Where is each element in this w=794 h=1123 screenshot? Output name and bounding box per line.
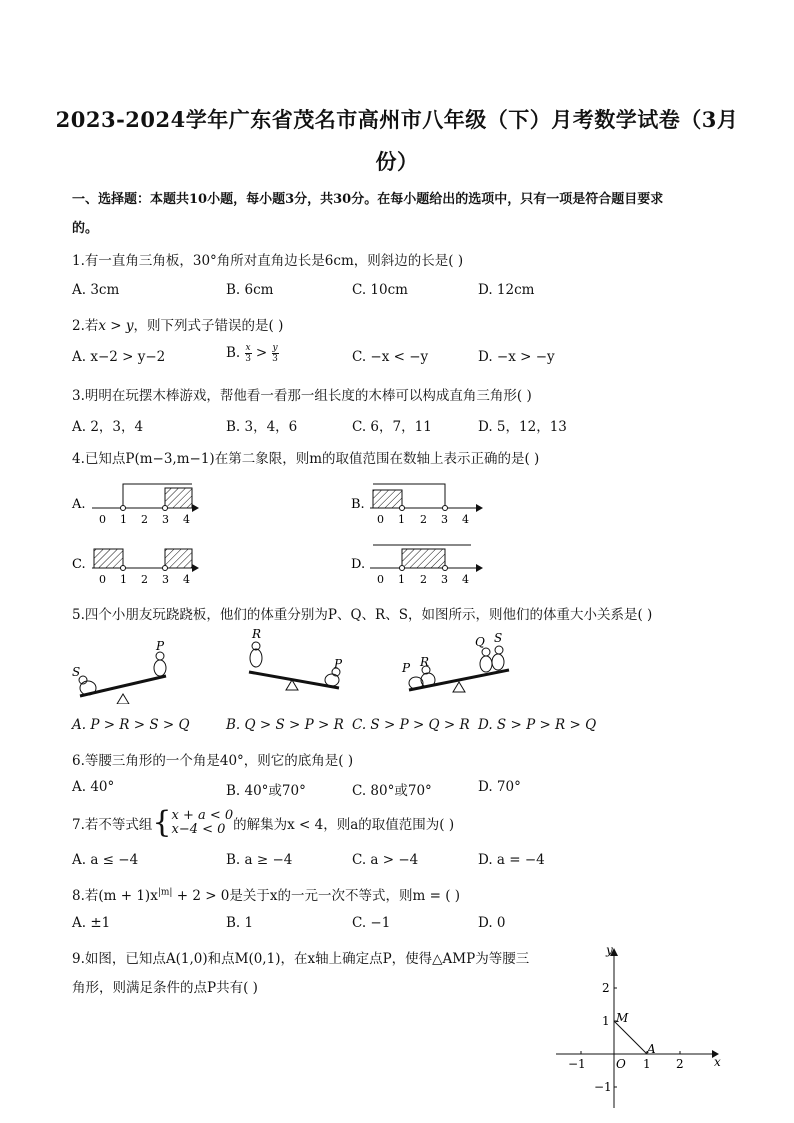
- q8-option-c[interactable]: C. −1: [352, 915, 391, 931]
- q8-stem-post: + 2 > 0是关于x的一元一次不等式，则m = ( ): [172, 888, 461, 904]
- page-title-cont: 份）: [375, 149, 419, 174]
- q2-option-c[interactable]: C. −x < −y: [352, 349, 429, 365]
- q3-option-d[interactable]: D. 5，12，13: [478, 419, 567, 435]
- tick-1: 1: [398, 573, 405, 586]
- y-tick-neg1: −1: [594, 1080, 612, 1094]
- seesaw-2: [249, 628, 343, 690]
- q6-option-c[interactable]: C. 80°或70°: [352, 783, 432, 799]
- tick-3: 3: [441, 513, 448, 526]
- q7-option-c[interactable]: C. a > −4: [352, 852, 419, 868]
- brace-icon: {: [152, 805, 172, 840]
- tick-0: 0: [99, 513, 106, 526]
- segment-ma: [614, 1021, 647, 1054]
- q7-option-a[interactable]: A. a ≤ −4: [72, 852, 139, 868]
- q7-stem-pre: 7.若不等式组: [72, 817, 153, 833]
- tick-4: 4: [462, 573, 469, 586]
- point-a-label: A: [647, 1042, 656, 1056]
- x-tick-2: 2: [676, 1057, 684, 1071]
- label-q: Q: [475, 635, 485, 649]
- tick-1: 1: [120, 573, 127, 586]
- tick-0: 0: [377, 573, 384, 586]
- tick-2: 2: [141, 573, 148, 586]
- q5-option-c[interactable]: C. S > P > Q > R: [352, 717, 470, 733]
- label-p: P: [402, 661, 411, 675]
- seesaw-3: [401, 631, 509, 692]
- q7-option-b[interactable]: B. a ≥ −4: [226, 852, 293, 868]
- frac-num-x: x: [245, 343, 251, 353]
- q3-option-b[interactable]: B. 3，4，6: [226, 419, 298, 435]
- tick-2: 2: [420, 573, 427, 586]
- tick-4: 4: [462, 513, 469, 526]
- origin-label: O: [616, 1057, 626, 1071]
- label-r: R: [420, 655, 430, 669]
- frac-den: 3: [272, 354, 278, 364]
- seesaw-1: [72, 639, 166, 704]
- fraction-y-3: [272, 343, 279, 364]
- q8-stem: [72, 884, 460, 904]
- q2-stem-expr: x > y: [98, 318, 134, 334]
- axis-y-label: y: [606, 943, 613, 957]
- q5-seesaw-figures: [66, 628, 536, 704]
- number-line-c[interactable]: [92, 549, 199, 586]
- inequality-system: [171, 809, 233, 837]
- page-title: 2023-2024学年广东省茂名市高州市八年级（下）月考数学试卷（3月: [55, 107, 739, 132]
- fraction-x-3: [245, 343, 252, 364]
- q8-option-d[interactable]: D. 0: [478, 915, 506, 931]
- child-s-icon: [492, 654, 504, 670]
- q6-option-d[interactable]: D. 70°: [478, 779, 521, 795]
- tick-0: 0: [99, 573, 106, 586]
- tick-1: 1: [120, 513, 127, 526]
- q5-option-d[interactable]: D. S > P > R > Q: [478, 717, 597, 733]
- x-tick-1: 1: [643, 1057, 651, 1071]
- tick-2: 2: [141, 513, 148, 526]
- tick-3: 3: [162, 513, 169, 526]
- y-tick-2: 2: [602, 981, 610, 995]
- tick-3: 3: [441, 573, 448, 586]
- number-line-a[interactable]: [92, 484, 199, 526]
- q1-option-a[interactable]: A. 3cm: [72, 282, 120, 298]
- x-tick-neg1: −1: [568, 1057, 586, 1071]
- q3-option-a[interactable]: A. 2，3，4: [72, 419, 144, 435]
- q3-stem: 3.明明在玩摆木棒游戏，帮他看一看那一组长度的木棒可以构成直角三角形( ): [72, 388, 532, 404]
- frac-den: 3: [245, 354, 251, 364]
- q8-option-a[interactable]: A. ±1: [72, 915, 111, 931]
- number-line-b[interactable]: [370, 484, 483, 526]
- q8-exponent: |m|: [157, 887, 173, 898]
- child-r-icon: [250, 649, 262, 667]
- q9-stem-line2: 角形，则满足条件的点P共有( ): [72, 980, 258, 996]
- q4-number-lines: [68, 478, 728, 590]
- q6-option-b[interactable]: B. 40°或70°: [226, 783, 306, 799]
- section-heading: 一、选择题：本题共10小题，每小题3分，共30分。在每小题给出的选项中，只有一项是符合题目要求: [72, 192, 664, 207]
- q2-stem-post: ，则下列式子错误的是( ): [133, 318, 284, 334]
- q7-option-d[interactable]: D. a = −4: [478, 852, 545, 868]
- tick-1: 1: [398, 513, 405, 526]
- child-q-icon: [480, 656, 492, 672]
- q6-option-a[interactable]: A. 40°: [72, 779, 115, 795]
- q2-option-b-label: B.: [226, 345, 241, 361]
- system-line-2: x−4 < 0: [171, 822, 226, 837]
- q8-option-b[interactable]: B. 1: [226, 915, 254, 931]
- q4-label-a[interactable]: A.: [72, 497, 86, 512]
- system-line-1: x + a < 0: [171, 808, 234, 823]
- point-m-label: M: [616, 1011, 629, 1025]
- q2-stem-pre: 2.若: [72, 318, 99, 334]
- label-p: P: [334, 657, 343, 671]
- frac-num-y: y: [272, 343, 278, 353]
- tick-3: 3: [162, 573, 169, 586]
- q4-label-b[interactable]: B.: [351, 497, 365, 512]
- child-p-icon: [154, 660, 166, 676]
- q2-option-b[interactable]: [226, 343, 279, 364]
- q8-stem-pre: 8.若(m + 1)x: [72, 888, 158, 904]
- q5-stem: 5.四个小朋友玩跷跷板，他们的体重分别为P、Q、R、S，如图所示，则他们的体重大小关系是( ): [72, 607, 653, 623]
- q1-option-d[interactable]: D. 12cm: [478, 282, 535, 298]
- tick-4: 4: [183, 513, 190, 526]
- q2-stem: [72, 314, 283, 334]
- q3-option-c[interactable]: C. 6，7，11: [352, 419, 432, 435]
- axis-x-label: x: [714, 1055, 721, 1069]
- q1-stem: 1.有一直角三角板，30°角所对直角边长是6cm，则斜边的长是( ): [72, 253, 464, 269]
- gt-sign: >: [255, 345, 268, 361]
- label-s: S: [494, 631, 503, 645]
- q4-label-d[interactable]: D.: [351, 557, 366, 572]
- q5-option-a[interactable]: A. P > R > S > Q: [72, 717, 190, 733]
- section-heading-cont: 的。: [72, 221, 99, 236]
- tick-2: 2: [420, 513, 427, 526]
- number-line-d[interactable]: [370, 545, 483, 586]
- q9-stem-line1: 9.如图，已知点A(1,0)和点M(0,1)，在x轴上确定点P，使得△AMP为等腰三: [72, 951, 530, 967]
- q6-stem: 6.等腰三角形的一个角是40°，则它的底角是( ): [72, 753, 354, 769]
- q4-label-c[interactable]: C.: [72, 557, 86, 572]
- label-s: S: [72, 665, 81, 679]
- q5-option-b[interactable]: B. Q > S > P > R: [226, 717, 344, 733]
- q2-option-d[interactable]: D. −x > −y: [478, 349, 555, 365]
- q7-stem-post: 的解集为x < 4，则a的取值范围为( ): [233, 817, 455, 833]
- q1-option-b[interactable]: B. 6cm: [226, 282, 274, 298]
- label-r: R: [252, 628, 262, 641]
- q4-stem: 4.已知点P(m−3,m−1)在第二象限，则m的取值范围在数轴上表示正确的是( ): [72, 451, 540, 467]
- q9-coordinate-figure: [552, 942, 732, 1112]
- tick-0: 0: [377, 513, 384, 526]
- q1-option-c[interactable]: C. 10cm: [352, 282, 408, 298]
- q2-option-a[interactable]: A. x−2 > y−2: [72, 349, 166, 365]
- y-tick-1: 1: [602, 1014, 610, 1028]
- tick-4: 4: [183, 573, 190, 586]
- q7-stem: [72, 805, 455, 840]
- label-p: P: [156, 639, 165, 653]
